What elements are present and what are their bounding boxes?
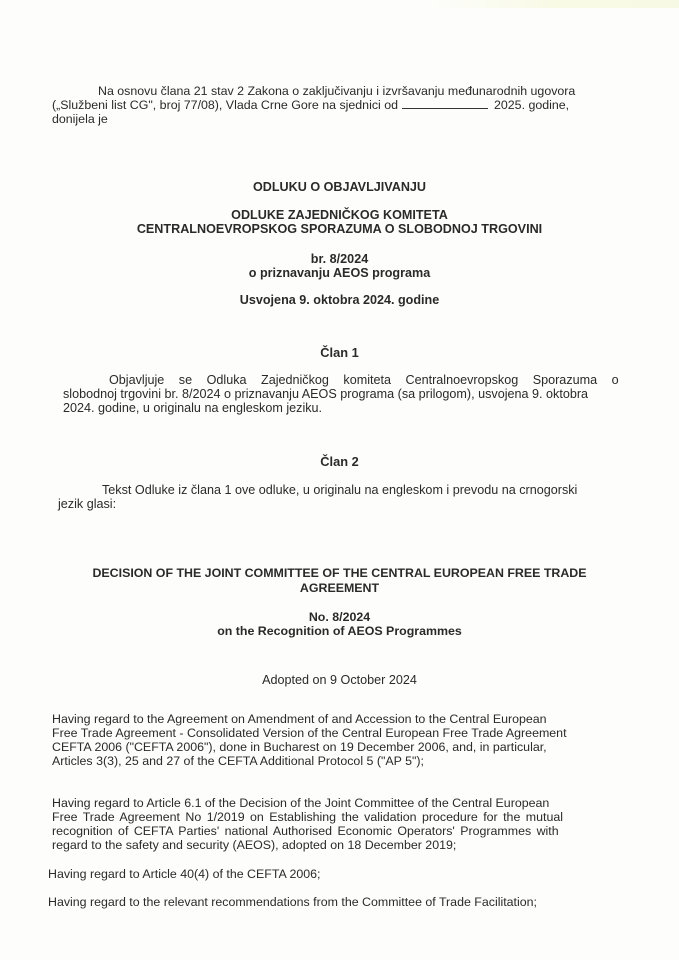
- date-blank-line: [402, 99, 488, 109]
- preamble-paragraph: [52, 84, 632, 126]
- recital-3: [48, 867, 628, 881]
- preamble-line-2-text: („Službeni list CG", broj 77/08), Vlada Crne Gore na sjednici od: [52, 98, 398, 112]
- recital-2-line-3: recognition of CEFTA Parties' national Authorised Economic Operators' Programmes with: [52, 824, 559, 838]
- recital-1-line-3: CEFTA 2006 ("CEFTA 2006"), done in Bucharest on 19 December 2006, and, in particular,: [52, 740, 547, 754]
- decision-subject-me: o priznavanju AEOS programa: [248, 266, 431, 280]
- adopted-date-en: Adopted on 9 October 2024: [262, 673, 417, 687]
- recital-4: [48, 895, 628, 909]
- recital-1-line-1: Having regard to the Agreement on Amendment of and Accession to the Central European: [52, 712, 547, 726]
- heading-en-line-2: AGREEMENT: [299, 581, 380, 595]
- recital-1-line-4: Articles 3(3), 25 and 27 of the CEFTA Additional Protocol 5 ("AP 5");: [52, 754, 424, 768]
- article-2-title: Član 2: [320, 454, 359, 469]
- article-1-paragraph: [63, 373, 619, 415]
- decision-number-me: br. 8/2024: [310, 252, 369, 266]
- article-1-line-3: 2024. godine, u originalu na engleskom jeziku.: [63, 401, 323, 415]
- subheading-me-line-1: ODLUKE ZAJEDNIČKOG KOMITETA: [231, 208, 448, 222]
- recital-1: [52, 712, 624, 768]
- recital-1-line-2: Free Trade Agreement - Consolidated Version of the Central European Free Trade Agreement: [52, 726, 567, 740]
- subheading-me-line-2: CENTRALNOEVROPSKOG SPORAZUMA O SLOBODNOJ TRGOVINI: [136, 222, 543, 236]
- article-1-line-2: slobodnoj trgovini br. 8/2024 o priznavanju AEOS programa (sa prilogom), usvojena 9. oktobra: [63, 387, 589, 401]
- recital-4-line-1: Having regard to the relevant recommendations from the Committee of Trade Facilitation;: [48, 895, 537, 909]
- recital-2-line-4: regard to the safety and security (AEOS), adopted on 18 December 2019;: [52, 838, 457, 852]
- decision-number-en: No. 8/2024: [308, 610, 371, 624]
- preamble-line-3: donijela je: [52, 112, 108, 126]
- recital-2-line-1: Having regard to Article 6.1 of the Decision of the Joint Committee of the Central European: [52, 796, 550, 810]
- heading-en-line-1: DECISION OF THE JOINT COMMITTEE OF THE CENTRAL EUROPEAN FREE TRADE: [92, 566, 587, 580]
- heading-me: ODLUKU O OBJAVLJIVANJU: [252, 180, 427, 194]
- adopted-date-me: Usvojena 9. oktobra 2024. godine: [239, 293, 440, 307]
- article-2-line-2: jezik glasi:: [58, 497, 117, 511]
- scan-artifact: [430, 0, 679, 8]
- article-2-line-1: Tekst Odluke iz člana 1 ove odluke, u originalu na engleskom i prevodu na crnogorski: [102, 483, 578, 497]
- recital-2-line-2: Free Trade Agreement No 1/2019 on Establishing the validation procedure for the mutual: [52, 810, 563, 824]
- article-1-line-1: Objavljuje se Odluka Zajedničkog komiteta Centralnoevropskog Sporazuma o: [109, 373, 619, 387]
- article-2-paragraph: [58, 483, 618, 511]
- preamble-line-1: Na osnovu člana 21 stav 2 Zakona o zaključivanju i izvršavanju međunarodnih ugovora: [98, 84, 576, 98]
- recital-3-line-1: Having regard to Article 40(4) of the CEFTA 2006;: [48, 867, 321, 881]
- recital-2: [52, 796, 624, 852]
- decision-subject-en: on the Recognition of AEOS Programmes: [217, 624, 462, 638]
- preamble-line-2: [52, 98, 632, 112]
- article-1-title: Član 1: [320, 345, 359, 360]
- preamble-line-2-tail: 2025. godine,: [494, 98, 570, 112]
